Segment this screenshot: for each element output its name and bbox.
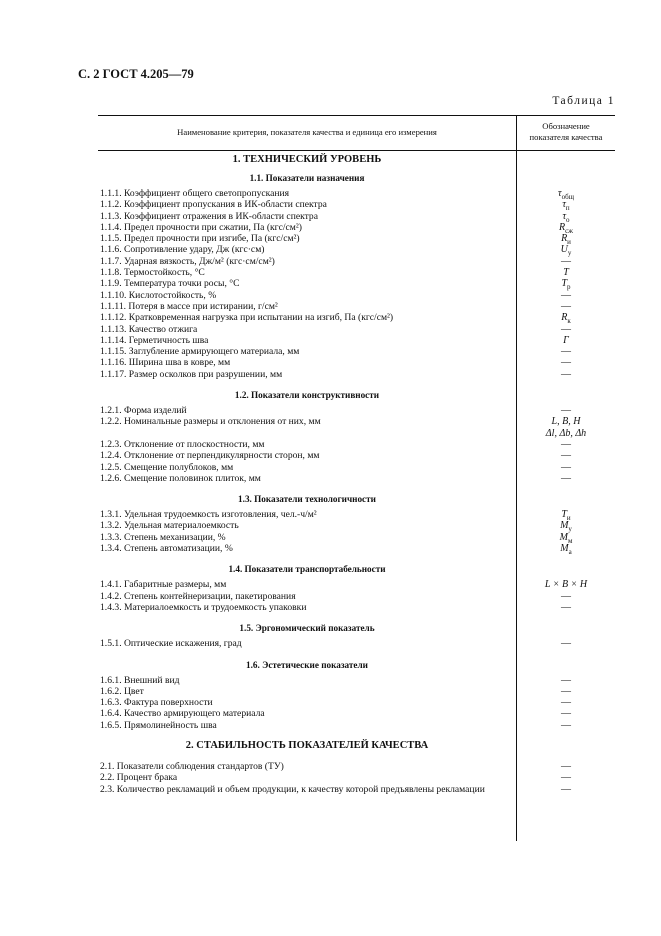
indicator-symbol: $R_и$: [561, 233, 571, 247]
indicator-symbol: $\tau_п$: [562, 199, 570, 213]
group-spacer: [98, 795, 615, 801]
indicator-symbol: —: [561, 772, 571, 784]
column-header-symbol-line1: Обозначение: [542, 121, 590, 131]
indicator-name: 1.4.1. Габаритные размеры, мм: [100, 579, 227, 591]
indicator-symbol: T: [563, 267, 569, 279]
table-row: [98, 278, 615, 292]
indicator-symbol: $\tau_о$: [562, 210, 570, 224]
table-row: [98, 405, 615, 416]
table-row: [98, 462, 615, 473]
indicator-name: 2.3. Количество рекламаций и объем продукции, к качеству которой предъявлены рекламации: [100, 783, 485, 795]
indicator-name: 1.6.2. Цвет: [100, 685, 144, 697]
table-row: [98, 761, 615, 772]
table-row: [98, 256, 615, 267]
indicator-symbol: L, B, H: [551, 416, 581, 428]
indicator-name: 1.3.3. Степень механизации, %: [100, 531, 226, 543]
table-row: [98, 579, 615, 590]
indicator-name: 1.1.8. Термостойкость, °С: [100, 267, 205, 279]
section-title: 1. ТЕХНИЧЕСКИЙ УРОВЕНЬ: [232, 154, 382, 165]
indicator-name: 1.2.2. Номинальные размеры и отклонения от них, мм: [100, 416, 321, 428]
indicator-name: 1.5.1. Оптические искажения, град: [100, 638, 242, 650]
indicator-symbol: $T_и$: [561, 509, 571, 523]
indicator-symbol: —: [561, 255, 571, 267]
table-row: [98, 720, 615, 731]
table-row: [98, 708, 615, 719]
indicator-symbol: —: [561, 590, 571, 602]
table-row: [98, 532, 615, 543]
table-row: [98, 509, 615, 523]
indicator-name: 1.1.16. Ширина шва в ковре, мм: [100, 357, 231, 369]
table-row: [98, 697, 615, 708]
indicator-name: 1.6.4. Качество армирующего материала: [100, 708, 265, 720]
column-header-symbol-line2: показателя качества: [529, 132, 603, 142]
group-title: 1.2. Показатели конструктивности: [234, 390, 380, 401]
indicator-name: 1.1.4. Предел прочности при сжатии, Па (кгс/см²): [100, 221, 302, 233]
indicator-symbol: —: [561, 760, 571, 772]
indicator-name: 1.1.12. Кратковременная нагрузка при испытании на изгиб, Па (кгс/см²): [100, 312, 394, 324]
table-label: Таблица 1: [552, 95, 615, 107]
indicator-symbol: —: [561, 472, 571, 484]
table-row: [98, 602, 615, 613]
indicator-symbol: —: [561, 697, 571, 709]
indicator-name: 1.6.3. Фактура поверхности: [100, 697, 213, 709]
table-row: [98, 473, 615, 484]
indicator-name: 1.1.9. Температура точки росы, °С: [100, 278, 240, 290]
table-row: [98, 211, 615, 222]
indicator-name: 1.1.17. Размер осколков при разрушении, мм: [100, 368, 283, 380]
indicator-symbol: Г: [563, 334, 569, 346]
page-header: С. 2 ГОСТ 4.205—79: [78, 67, 194, 81]
indicator-name: 1.3.2. Удельная материалоемкость: [100, 520, 239, 532]
indicator-symbol: —: [561, 783, 571, 795]
indicator-name: 1.2.1. Форма изделий: [100, 405, 187, 417]
indicator-symbol: —: [561, 708, 571, 720]
indicator-symbol: $M_у$: [560, 520, 572, 534]
table-row: [98, 450, 615, 461]
indicator-name: 1.2.5. Смещение полублоков, мм: [100, 461, 234, 473]
indicator-symbol: $R_{сж}$: [558, 221, 574, 235]
indicator-symbol: —: [561, 685, 571, 697]
indicator-symbol: —: [561, 368, 571, 380]
indicator-symbol: $U_у$: [560, 244, 572, 258]
indicator-symbol: $T_р$: [561, 278, 571, 292]
table-row: [98, 686, 615, 697]
table-row: [98, 439, 615, 450]
indicator-symbol-deviation: Δl, Δb, Δh: [545, 427, 587, 439]
group-title: 1.4. Показатели транспортабельности: [228, 564, 386, 575]
indicator-name: 1.6.1. Внешний вид: [100, 674, 180, 686]
indicator-symbol: —: [561, 289, 571, 301]
indicator-symbol: —: [561, 719, 571, 731]
indicator-name: 2.1. Показатели соблюдения стандартов (ТУ): [100, 760, 284, 772]
indicator-name: 2.2. Процент брака: [100, 772, 178, 784]
indicator-name: 1.1.7. Ударная вязкость, Дж/м² (кгс·см/см²): [100, 255, 275, 267]
indicator-name: 1.1.10. Кислотостойкость, %: [100, 289, 217, 301]
indicator-name: 1.2.6. Смещение половинок плиток, мм: [100, 472, 261, 484]
indicator-name: 1.6.5. Прямолинейность шва: [100, 719, 217, 731]
table-row: [98, 290, 615, 301]
table-top-rule: [98, 115, 615, 116]
column-header-name: Наименование критерия, показателя качества и единица его измерения: [177, 127, 437, 137]
indicator-symbol: $M_м$: [559, 531, 573, 545]
table-row: [98, 244, 615, 258]
indicator-name: 1.1.11. Потеря в массе при истирании, г/см²: [100, 300, 278, 312]
indicator-symbol: $R_к$: [561, 312, 571, 326]
indicator-name: 1.4.2. Степень контейнеризации, пакетирования: [100, 590, 296, 602]
indicator-name: 1.1.15. Заглубление армирующего материала, мм: [100, 346, 300, 358]
table-row: [98, 520, 615, 534]
table-row: [98, 335, 615, 346]
indicator-symbol: $\tau_{общ}$: [557, 188, 575, 201]
indicator-symbol: —: [561, 601, 571, 613]
column-header-symbol: [517, 121, 615, 143]
section-title: 2. СТАБИЛЬНОСТЬ ПОКАЗАТЕЛЕЙ КАЧЕСТВА: [185, 739, 429, 751]
indicator-name: 1.1.14. Герметичность шва: [100, 334, 209, 346]
indicator-name: 1.1.5. Предел прочности при изгибе, Па (кгс/см²): [100, 233, 300, 245]
table-row: [98, 267, 615, 278]
table-row: [98, 222, 615, 233]
table-row: [98, 188, 615, 199]
table-row: [98, 772, 615, 783]
indicator-symbol: —: [561, 438, 571, 450]
indicator-symbol: —: [561, 450, 571, 462]
indicator-name: 1.4.3. Материалоемкость и трудоемкость упаковки: [100, 601, 307, 613]
indicator-name: 1.3.1. Удельная трудоемкость изготовления, чел.-ч/м²: [100, 509, 317, 521]
indicator-symbol: —: [561, 300, 571, 312]
table-row: [98, 638, 615, 649]
indicator-symbol: —: [561, 638, 571, 650]
table-row: [98, 416, 615, 439]
table-row: [98, 324, 615, 335]
indicator-name: 1.1.6. Сопротивление удару, Дж (кгс·см): [100, 244, 265, 256]
table-row: [98, 199, 615, 213]
group-title: 1.3. Показатели технологичности: [238, 494, 376, 505]
table-row: [98, 301, 615, 312]
table-row: [98, 591, 615, 602]
indicator-name: 1.1.3. Коэффициент отражения в ИК-области спектра: [100, 210, 318, 222]
table-row: [98, 312, 615, 326]
indicator-symbol: —: [561, 346, 571, 358]
table-row: [98, 233, 615, 247]
group-title: 1.6. Эстетические показатели: [246, 659, 368, 670]
indicator-symbol: —: [561, 405, 571, 417]
indicator-name: 1.1.2. Коэффициент пропускания в ИК-области спектра: [100, 199, 327, 211]
indicator-symbol: L × B × H: [544, 579, 588, 591]
indicator-symbol: $M_а$: [560, 543, 572, 557]
table-row: [98, 357, 615, 368]
table-body: [98, 151, 615, 801]
group-title: 1.1. Показатели назначения: [249, 173, 365, 183]
indicator-name: 1.1.1. Коэффициент общего светопропускания: [100, 188, 290, 199]
indicator-name: 1.2.3. Отклонение от плоскостности, мм: [100, 438, 265, 450]
indicator-symbol: —: [561, 461, 571, 473]
indicator-name: 1.3.4. Степень автоматизации, %: [100, 543, 233, 555]
table-row: [98, 675, 615, 686]
indicator-symbol: —: [561, 674, 571, 686]
group-title: 1.5. Эргономический показатель: [239, 623, 375, 634]
table-row: [98, 543, 615, 557]
indicator-name: 1.2.4. Отклонение от перпендикулярности сторон, мм: [100, 450, 320, 462]
table-row: [98, 784, 615, 795]
table-row: [98, 346, 615, 357]
indicator-symbol: —: [561, 357, 571, 369]
indicator-symbol: —: [561, 323, 571, 335]
table-row: [98, 369, 615, 380]
indicator-name: 1.1.13. Качество отжига: [100, 323, 198, 335]
